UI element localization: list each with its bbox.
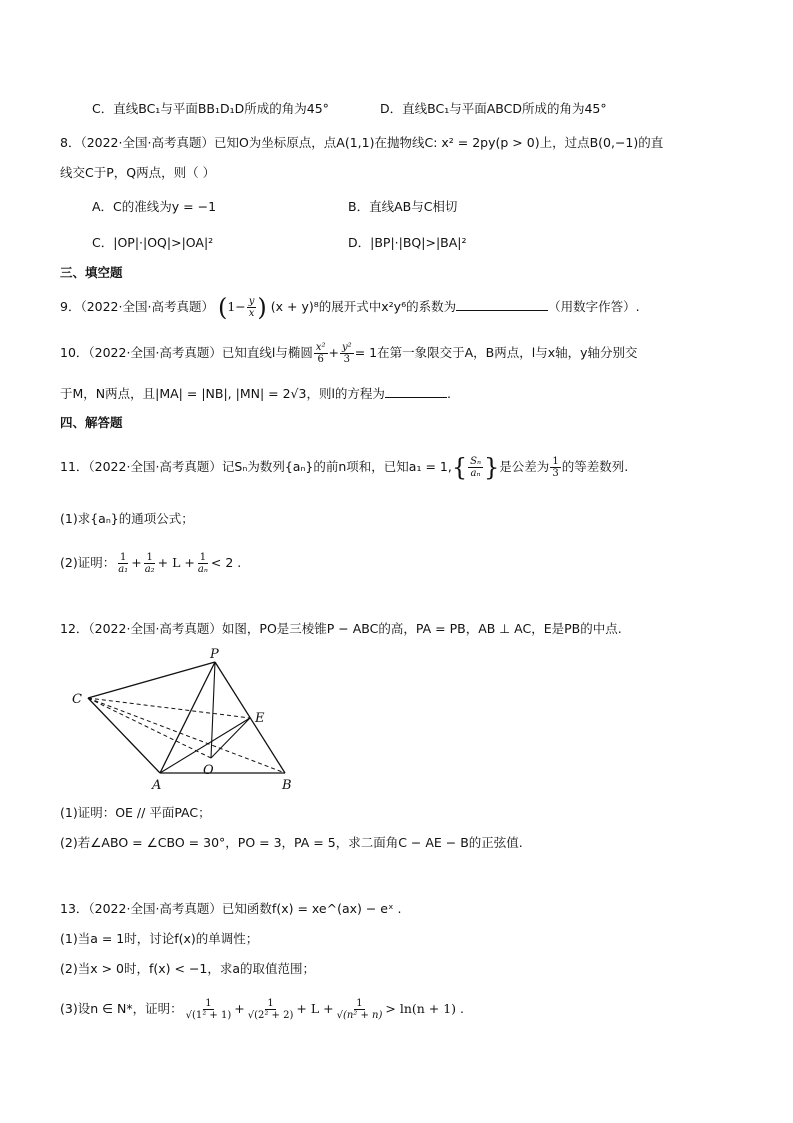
- q10-mid: = 1在第一象限交于A，B两点，l与x轴，y轴分别交: [354, 345, 638, 360]
- segment-CE: [88, 698, 250, 718]
- q13-part3-end: > ln(n + 1) .: [385, 1001, 465, 1016]
- numerator: y²: [342, 342, 352, 353]
- right-paren: ): [257, 293, 267, 322]
- q10-answer-blank[interactable]: [385, 384, 447, 398]
- left-paren: (: [217, 293, 228, 322]
- fraction-1-over-a1: [116, 552, 130, 575]
- label-O: O: [203, 763, 214, 778]
- q11-part2: [60, 552, 241, 575]
- q10-stem-line2: [60, 384, 451, 403]
- numerator: y: [248, 296, 255, 307]
- q11-stem: [60, 453, 629, 482]
- q9-prefix: 9．（2022·全国·高考真题）: [60, 299, 214, 314]
- label-B: B: [282, 778, 292, 793]
- numerator: Sₙ: [470, 456, 482, 467]
- q13-part1: (1)当a = 1时，讨论f(x)的单调性；: [60, 931, 259, 946]
- section-fill-in-heading: 三、填空题: [60, 265, 123, 280]
- edge-CP: [88, 662, 215, 698]
- q8-option-b: B．直线AB与C相切: [348, 199, 458, 214]
- plus-sign: +: [328, 345, 340, 360]
- q13-part3-label: (3)设n ∈ N*，证明：: [60, 1001, 183, 1016]
- fraction-1-over-a2: [143, 552, 157, 575]
- fraction-Sn-over-an: [468, 456, 483, 479]
- numerator: x²: [315, 342, 326, 353]
- q10-line2a: 于M，N两点，且|MA| = |NB|, |MN| = 2√3，则l的方程为: [60, 386, 385, 401]
- fraction-y2-over-3: [340, 342, 354, 365]
- q8-option-c: C．|OP|·|OQ|>|OA|²: [92, 235, 214, 250]
- q8-option-d: D．|BP|·|BQ|>|BA|²: [348, 235, 467, 250]
- q13-part3: [60, 998, 464, 1021]
- q11-prefix: 11．（2022·全国·高考真题）记Sₙ为数列{aₙ}的前n项和，已知a₁ = 1,: [60, 459, 452, 474]
- q10-stem-line1: [60, 342, 638, 365]
- minus-sign: −: [235, 299, 246, 314]
- q11-part1: (1)求{aₙ}的通项公式；: [60, 511, 194, 526]
- label-C: C: [72, 692, 82, 707]
- one: 1: [227, 299, 236, 314]
- plus-sign: +: [234, 1001, 245, 1016]
- fraction-1-over-sqrt-1: [184, 998, 234, 1021]
- denominator: √(1² + 1): [185, 1010, 232, 1021]
- fraction-1-over-3: [550, 456, 560, 479]
- q11-part2-label: (2)证明：: [60, 555, 116, 570]
- pyramid-figure: [60, 640, 310, 800]
- denominator: 3: [343, 354, 351, 365]
- denominator: a₂: [144, 564, 155, 575]
- numerator: 1: [120, 552, 127, 563]
- denominator: a₁: [118, 564, 129, 575]
- label-E: E: [255, 711, 265, 726]
- denominator: aₙ: [197, 564, 208, 575]
- denominator: √(2² + 2): [247, 1010, 294, 1021]
- q13-stem: 13．（2022·全国·高考真题）已知函数f(x) = xe^(ax) − eˣ .: [60, 901, 402, 916]
- denominator: 3: [552, 468, 559, 479]
- q11-part2-end: < 2 .: [210, 555, 242, 570]
- q10-line2b: .: [446, 386, 451, 401]
- fraction-y-over-x: [247, 296, 257, 319]
- edge-CA: [88, 698, 160, 773]
- plus-sign: +: [131, 555, 142, 570]
- right-brace: }: [484, 453, 500, 482]
- q8-stem-line2: 线交C于P，Q两点，则（ ）: [60, 165, 216, 180]
- numerator: 1: [267, 998, 274, 1009]
- section-solution-heading: 四、解答题: [60, 415, 123, 430]
- q12-stem: 12．（2022·全国·高考真题）如图，PO是三棱锥P − ABC的高，PA = PB，AB ⊥ AC，E是PB的中点.: [60, 621, 622, 636]
- q12-part2: (2)若∠ABO = ∠CBO = 30°，PO = 3，PA = 5，求二面角C − AE − B的正弦值.: [60, 835, 523, 850]
- q9-mid: (x + y)⁸的展开式中x²y⁶的系数为: [270, 299, 457, 314]
- q13-part2: (2)当x > 0时，f(x) < −1，求a的取值范围；: [60, 961, 316, 976]
- fraction-x2-over-6: [314, 342, 328, 365]
- q7-option-c: C．直线BC₁与平面BB₁D₁D所成的角为45°: [92, 101, 329, 116]
- q9-answer-blank[interactable]: [456, 297, 548, 311]
- q11-mid: 是公差为: [499, 459, 550, 474]
- q11-suffix: 的等差数列.: [561, 459, 629, 474]
- denominator: 6: [317, 354, 324, 365]
- numerator: 1: [146, 552, 153, 563]
- denominator: aₙ: [470, 468, 481, 479]
- q7-option-d: D．直线BC₁与平面ABCD所成的角为45°: [380, 101, 607, 116]
- segment-PO: [211, 662, 215, 758]
- fraction-1-over-an: [196, 552, 210, 575]
- q9-stem: [60, 293, 640, 322]
- plus-ellipsis: + L +: [296, 1001, 334, 1016]
- numerator: 1: [205, 998, 212, 1009]
- numerator: 1: [199, 552, 207, 563]
- q9-suffix: （用数字作答）.: [548, 299, 640, 314]
- left-brace: {: [451, 453, 468, 482]
- fraction-1-over-sqrt-n: [335, 998, 385, 1021]
- q8-option-a: A．C的准线为y = −1: [92, 199, 217, 214]
- fraction-1-over-sqrt-2: [246, 998, 296, 1021]
- q8-stem-line1: 8．（2022·全国·高考真题）已知O为坐标原点，点A(1,1)在抛物线C: x² = 2py(p > 0)上，过点B(0,−1)的直: [60, 135, 664, 150]
- plus-ellipsis: + L +: [157, 555, 195, 570]
- label-P: P: [210, 647, 219, 662]
- q10-prefix: 10．（2022·全国·高考真题）已知直线l与椭圆: [60, 345, 313, 360]
- label-A: A: [152, 778, 162, 793]
- q12-part1: (1)证明：OE // 平面PAC；: [60, 805, 211, 820]
- edge-CB: [88, 698, 285, 773]
- denominator: √(n² + n): [336, 1010, 383, 1021]
- numerator: 1: [552, 456, 559, 467]
- numerator: 1: [356, 998, 363, 1009]
- denominator: x: [248, 308, 255, 319]
